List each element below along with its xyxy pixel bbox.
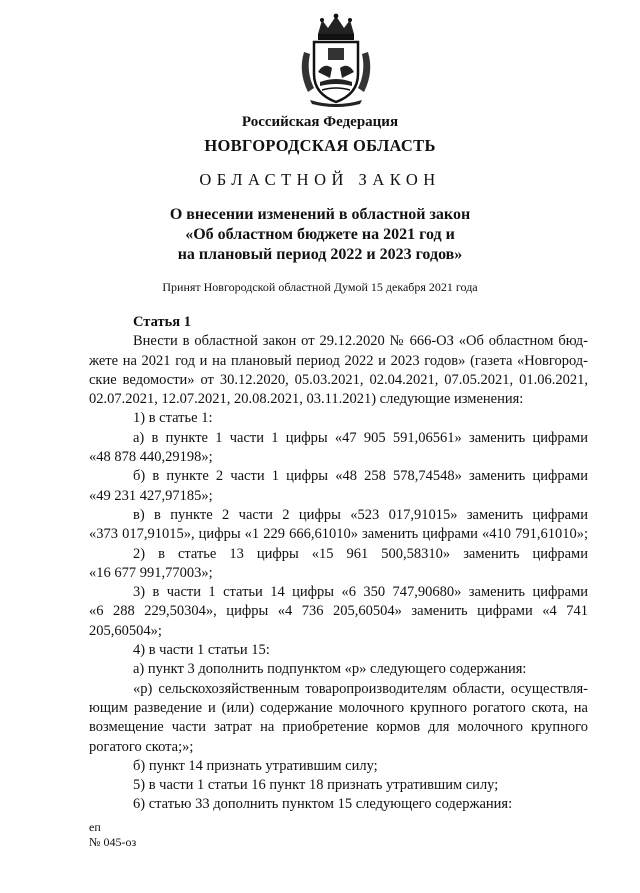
- law-title-line: О внесении изменений в областной закон: [169, 206, 471, 223]
- paragraph-line: «16 677 991,77003»;: [89, 564, 213, 581]
- paragraph-line: жете на 2021 год и на плановый период 2022 и 2023 годов» (газета «Новгород-: [89, 352, 588, 369]
- paragraph-line: 6) статью 33 дополнить пунктом 15 следующего содержания:: [133, 796, 513, 813]
- paragraph-line: «49 231 427,97185»;: [89, 487, 213, 504]
- paragraph-line: 5) в части 1 статьи 16 пункт 18 признать утратившим силу;: [133, 777, 499, 794]
- region-name: НОВГОРОДСКАЯ ОБЛАСТЬ: [204, 136, 436, 155]
- law-title: [0, 205, 640, 265]
- paragraph-line: ющим разведение и (или) содержание молочного крупного рогатого скота, на: [89, 699, 588, 716]
- paragraph-line: а) пункт 3 дополнить подпунктом «р» следующего содержания:: [133, 661, 527, 678]
- paragraph-line: в) в пункте 2 части 2 цифры «523 017,91015» заменить цифрами: [133, 506, 588, 523]
- paragraph-line: б) в пункте 2 части 1 цифры «48 258 578,74548» заменить цифрами: [133, 468, 588, 485]
- paragraph-line: 2) в статье 13 цифры «15 961 500,58310» заменить цифрами: [133, 545, 588, 562]
- paragraph-line: а) в пункте 1 части 1 цифры «47 905 591,06561» заменить цифрами: [133, 429, 588, 446]
- paragraph-line: 3) в части 1 статьи 14 цифры «6 350 747,90680» заменить цифрами: [133, 584, 588, 601]
- document-footer: [89, 820, 136, 850]
- paragraph-line: возмещение части затрат на приобретение кормов для молочного крупного: [89, 719, 588, 736]
- coat-of-arms-icon: [294, 12, 378, 108]
- footer-number: № 045-оз: [89, 835, 137, 849]
- paragraph-line: ские ведомости» от 30.12.2020, 05.03.2021, 02.04.2021, 07.05.2021, 01.06.2021,: [89, 371, 588, 388]
- article-heading: Статья 1: [133, 314, 191, 330]
- paragraph-line: 4) в части 1 статьи 15:: [133, 642, 270, 659]
- paragraph-line: «6 288 229,50304», цифры «4 736 205,60504» заменить цифрами «4 741 205,60504»;: [89, 603, 588, 639]
- paragraph-line: «48 878 440,29198»;: [89, 449, 213, 466]
- paragraph-line: б) пункт 14 признать утратившим силу;: [133, 757, 378, 774]
- country-name: Российская Федерация: [241, 114, 399, 130]
- paragraph-line: 1) в статье 1:: [133, 410, 213, 427]
- article-body: [89, 313, 588, 815]
- paragraph-line: рогатого скота;»;: [89, 738, 194, 755]
- footer-initials: еп: [89, 820, 101, 834]
- paragraph-line: «373 017,91015», цифры «1 229 666,61010» заменить цифрами «410 791,61010»;: [89, 526, 588, 543]
- paragraph-line: Внести в областной закон от 29.12.2020 № 666-ОЗ «Об областном бюд-: [133, 333, 588, 350]
- law-title-line: на плановый период 2022 и 2023 годов»: [177, 246, 463, 263]
- adoption-note: Принят Новгородской областной Думой 15 декабря 2021 года: [162, 280, 478, 294]
- paragraph-line: 02.07.2021, 12.07.2021, 20.08.2021, 03.11.2021) следующие изменения:: [89, 391, 524, 408]
- paragraph-line: «р) сельскохозяйственным товаропроизводителям области, осуществля-: [133, 680, 588, 697]
- document-type: ОБЛАСТНОЙ ЗАКОН: [199, 170, 441, 189]
- law-title-line: «Об областном бюджете на 2021 год и: [185, 226, 455, 243]
